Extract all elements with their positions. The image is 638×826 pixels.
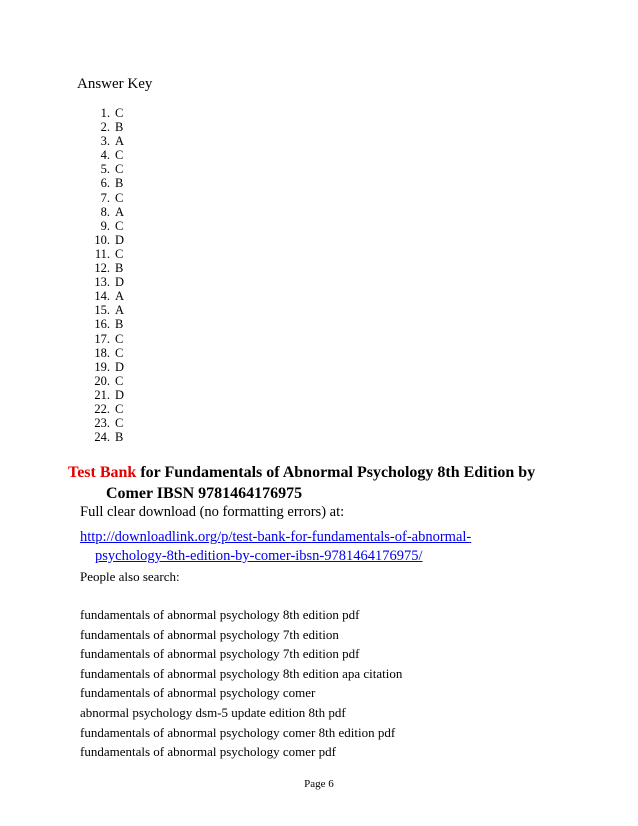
- answer-item: [80, 416, 124, 430]
- answer-item: [80, 332, 124, 346]
- answer-item: [80, 388, 124, 402]
- download-link-line2: psychology-8th-edition-by-comer-ibsn-9781464176975/: [95, 548, 423, 564]
- answer-item: [80, 233, 124, 247]
- answer-item: [80, 120, 124, 134]
- answer-number: 2.: [100, 120, 110, 135]
- page-number: Page 6: [304, 778, 334, 790]
- answer-item: [80, 247, 124, 261]
- answer-number: 20.: [94, 373, 110, 388]
- answer-number: 19.: [94, 359, 110, 374]
- answer-number: 6.: [100, 176, 110, 191]
- answer-number: 4.: [100, 148, 110, 163]
- answer-value: C: [115, 148, 124, 163]
- answer-item: [80, 374, 124, 388]
- answer-number: 18.: [94, 345, 110, 360]
- answer-number: 17.: [94, 331, 110, 346]
- answer-value: C: [115, 246, 124, 261]
- answer-item: [80, 148, 124, 162]
- answer-key-title: Answer Key: [77, 76, 153, 92]
- answer-value: C: [115, 218, 124, 233]
- answer-value: D: [115, 275, 125, 290]
- download-link[interactable]: [80, 528, 530, 566]
- answer-item: [80, 289, 124, 303]
- answer-value: C: [115, 162, 124, 177]
- answer-number: 24.: [94, 430, 110, 445]
- answer-number: 11.: [94, 246, 110, 261]
- answer-item: [80, 402, 124, 416]
- download-link-line1: http://downloadlink.org/p/test-bank-for-fundamentals-of-abnormal-: [80, 529, 472, 545]
- answer-value: D: [115, 359, 125, 374]
- answer-value: D: [115, 232, 125, 247]
- search-suggestion-list: [80, 605, 402, 762]
- document-heading: [68, 462, 588, 504]
- answer-value: A: [115, 303, 125, 318]
- answer-value: B: [115, 261, 124, 276]
- answer-number: 14.: [94, 289, 110, 304]
- answer-number: 12.: [94, 261, 110, 276]
- answer-item: [80, 176, 124, 190]
- answer-value: B: [115, 317, 124, 332]
- answer-value: B: [115, 430, 124, 445]
- answer-value: C: [115, 401, 124, 416]
- answer-item: [80, 261, 124, 275]
- answer-number: 15.: [94, 303, 110, 318]
- search-suggestion: fundamentals of abnormal psychology comer: [80, 685, 316, 701]
- answer-item: [80, 134, 124, 148]
- answer-number: 21.: [94, 387, 110, 402]
- answer-number: 1.: [100, 106, 110, 120]
- search-suggestion: fundamentals of abnormal psychology 8th edition pdf: [80, 607, 360, 622]
- answer-number: 16.: [94, 317, 110, 332]
- answer-item: [80, 430, 124, 444]
- answer-number: 8.: [100, 204, 110, 219]
- answer-item: [80, 346, 124, 360]
- answer-value: B: [115, 120, 124, 135]
- answer-value: A: [115, 204, 125, 219]
- answer-value: C: [115, 416, 124, 431]
- answer-value: C: [115, 190, 124, 205]
- answer-item: [80, 219, 124, 233]
- answer-value: C: [115, 373, 124, 388]
- answer-item: [80, 360, 124, 374]
- answer-item: [80, 303, 124, 317]
- search-suggestion: fundamentals of abnormal psychology comer 8th edition pdf: [80, 724, 396, 740]
- answer-list: [80, 106, 124, 444]
- answer-item: [80, 205, 124, 219]
- answer-item: [80, 275, 124, 289]
- search-suggestion: abnormal psychology dsm-5 update edition 8th pdf: [80, 704, 346, 720]
- download-intro: Full clear download (no formatting errors) at:: [80, 504, 345, 520]
- heading-line2: Comer IBSN 9781464176975: [106, 485, 303, 502]
- answer-number: 3.: [100, 134, 110, 149]
- answer-value: A: [115, 289, 125, 304]
- people-also-search-label: People also search:: [80, 569, 180, 584]
- search-suggestion: fundamentals of abnormal psychology 7th edition: [80, 626, 339, 642]
- answer-number: 10.: [94, 232, 110, 247]
- answer-value: C: [115, 345, 124, 360]
- answer-item: [80, 191, 124, 205]
- search-suggestion: fundamentals of abnormal psychology comer pdf: [80, 744, 336, 760]
- answer-value: B: [115, 176, 124, 191]
- answer-number: 22.: [94, 401, 110, 416]
- answer-item: [80, 106, 124, 120]
- heading-line1: for Fundamentals of Abnormal Psychology 8th Edition by: [136, 464, 536, 481]
- answer-number: 9.: [100, 218, 110, 233]
- heading-accent: Test Bank: [68, 464, 137, 481]
- answer-value: C: [115, 106, 124, 120]
- answer-value: A: [115, 134, 125, 149]
- search-suggestion: fundamentals of abnormal psychology 8th edition apa citation: [80, 665, 403, 681]
- answer-number: 5.: [100, 162, 110, 177]
- answer-number: 23.: [94, 416, 110, 431]
- search-suggestion: fundamentals of abnormal psychology 7th edition pdf: [80, 646, 360, 662]
- answer-value: D: [115, 387, 125, 402]
- answer-item: [80, 162, 124, 176]
- answer-item: [80, 317, 124, 331]
- answer-value: C: [115, 331, 124, 346]
- answer-number: 13.: [94, 275, 110, 290]
- answer-number: 7.: [100, 190, 110, 205]
